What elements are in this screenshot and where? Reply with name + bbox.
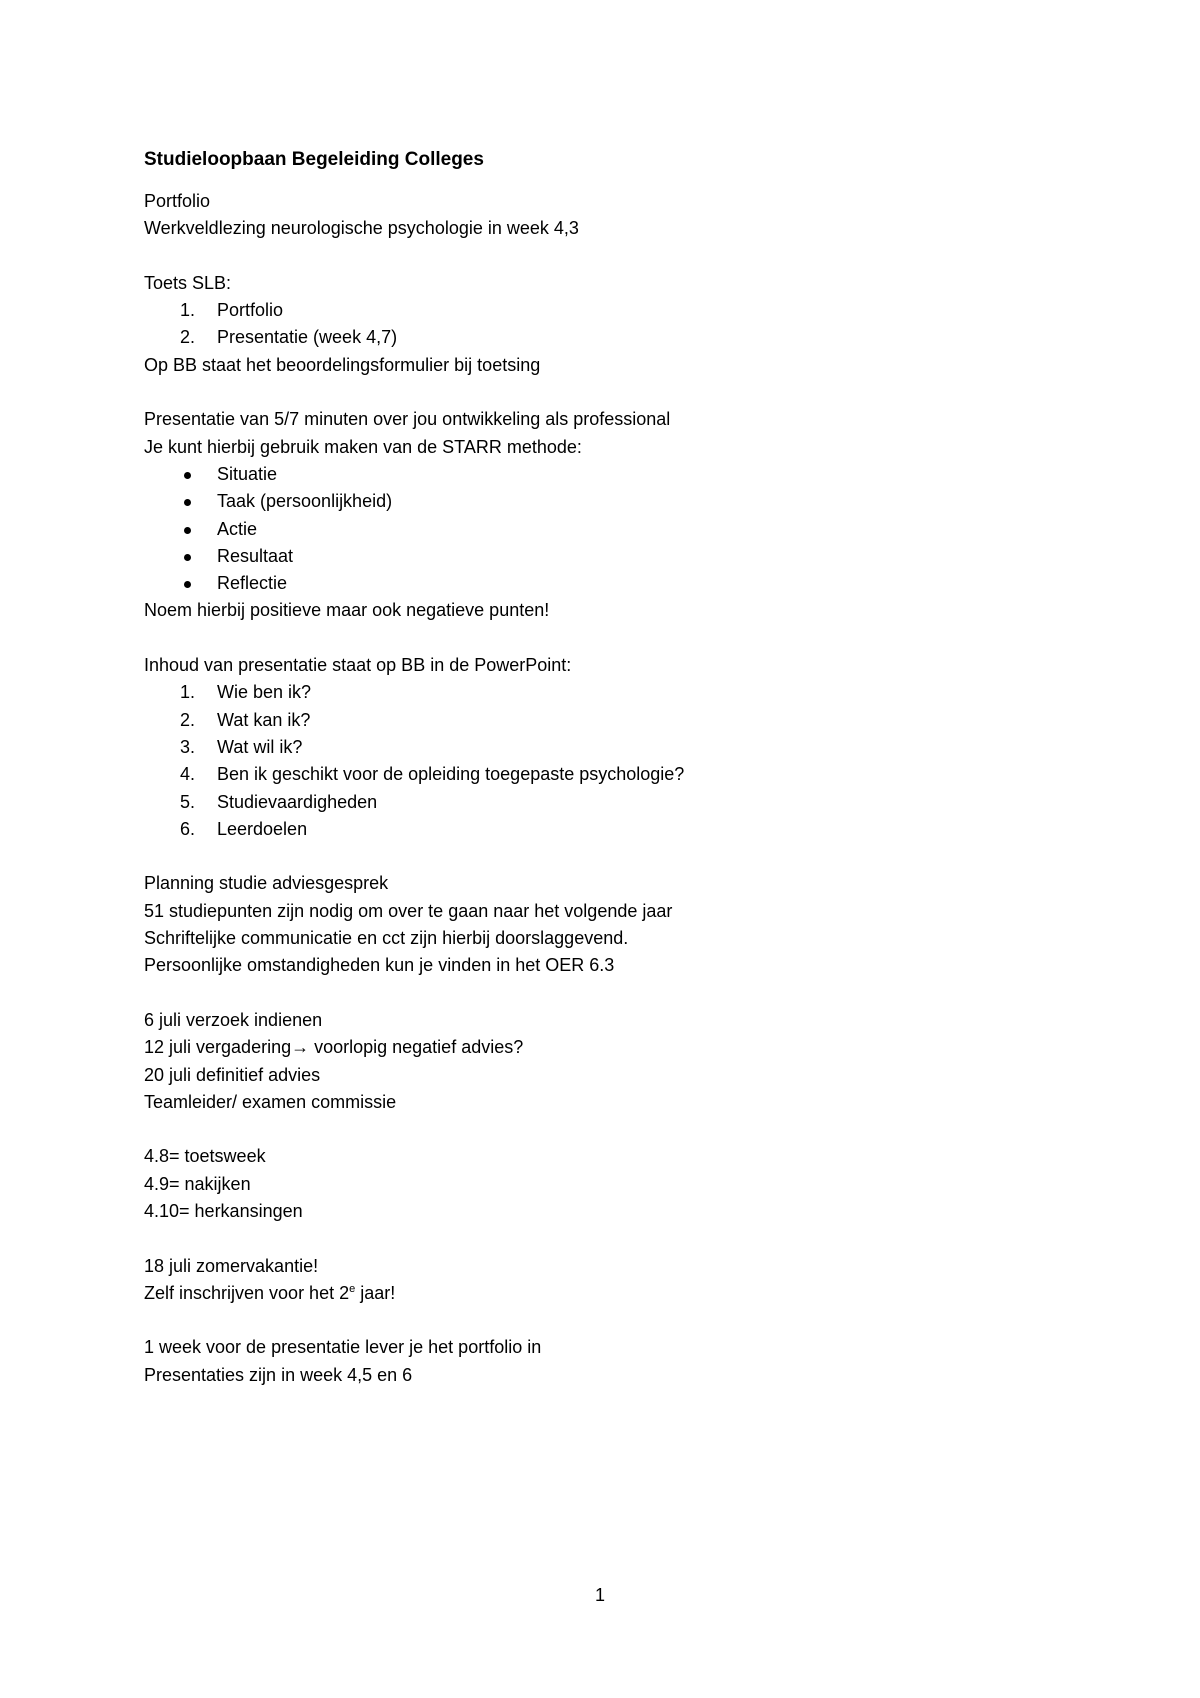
week-line: 4.9= nakijken bbox=[144, 1173, 251, 1194]
list-number: 2. bbox=[180, 327, 196, 348]
list-item bbox=[144, 734, 1064, 761]
spacer bbox=[144, 625, 1064, 652]
list-item-text: Ben ik geschikt voor de opleiding toegepaste psychologie? bbox=[217, 764, 685, 785]
spacer bbox=[144, 1307, 1064, 1334]
list-item bbox=[144, 789, 1064, 816]
bullet-icon bbox=[184, 581, 191, 588]
list-item bbox=[144, 297, 1064, 324]
list-item-text: Reflectie bbox=[217, 573, 288, 594]
spacer bbox=[144, 980, 1064, 1007]
closing-line: Presentaties zijn in week 4,5 en 6 bbox=[144, 1364, 413, 1385]
page-number: 1 bbox=[594, 1585, 605, 1605]
list-item-text: Leerdoelen bbox=[217, 818, 308, 839]
list-item bbox=[144, 570, 1064, 597]
date-line: Teamleider/ examen commissie bbox=[144, 1091, 397, 1112]
spacer bbox=[144, 379, 1064, 406]
bullet-icon bbox=[184, 472, 191, 479]
document-body bbox=[144, 146, 1064, 1389]
list-item-text: Wat wil ik? bbox=[217, 736, 303, 757]
presentatie-note: Noem hierbij positieve maar ook negatieve punten! bbox=[144, 600, 550, 621]
list-item-text: Situatie bbox=[217, 463, 278, 484]
zomer-line: 18 juli zomervakantie! bbox=[144, 1255, 319, 1276]
planning-line: 51 studiepunten zijn nodig om over te gaan naar het volgende jaar bbox=[144, 900, 673, 921]
toets-list bbox=[144, 297, 1064, 352]
presentatie-line-1: Presentatie van 5/7 minuten over jou ontwikkeling als professional bbox=[144, 409, 671, 430]
date-line: 12 juli vergadering→ voorlopig negatief advies? bbox=[144, 1037, 524, 1058]
toets-note: Op BB staat het beoordelingsformulier bij toetsing bbox=[144, 354, 541, 375]
list-item bbox=[144, 816, 1064, 843]
spacer bbox=[144, 1116, 1064, 1143]
list-item bbox=[144, 679, 1064, 706]
list-item-text: Resultaat bbox=[217, 545, 294, 566]
spacer bbox=[144, 1225, 1064, 1252]
inhoud-list bbox=[144, 679, 1064, 843]
list-number: 5. bbox=[180, 791, 196, 812]
presentatie-line-2: Je kunt hierbij gebruik maken van de STARR methode: bbox=[144, 436, 582, 457]
planning-heading: Planning studie adviesgesprek bbox=[144, 873, 389, 894]
werkveld-line: Werkveldlezing neurologische psychologie in week 4,3 bbox=[144, 218, 579, 239]
list-item-text: Portfolio bbox=[217, 300, 284, 321]
spacer bbox=[144, 243, 1064, 270]
list-item bbox=[144, 488, 1064, 515]
list-item-text: Actie bbox=[217, 518, 258, 539]
week-line: 4.8= toetsweek bbox=[144, 1146, 266, 1167]
list-number: 2. bbox=[180, 709, 196, 730]
list-item bbox=[144, 516, 1064, 543]
document-title: Studieloopbaan Begeleiding Colleges bbox=[144, 149, 484, 170]
list-item-text: Studievaardigheden bbox=[217, 791, 378, 812]
portfolio-heading: Portfolio bbox=[144, 191, 211, 211]
bullet-icon bbox=[184, 499, 191, 506]
bullet-icon bbox=[184, 527, 191, 534]
spacer bbox=[144, 843, 1064, 870]
inschrijven-text: Zelf inschrijven voor het 2 bbox=[144, 1282, 350, 1303]
inhoud-heading: Inhoud van presentatie staat op BB in de PowerPoint: bbox=[144, 655, 572, 676]
list-item bbox=[144, 707, 1064, 734]
list-item bbox=[144, 461, 1064, 488]
closing-line: 1 week voor de presentatie lever je het portfolio in bbox=[144, 1337, 542, 1358]
starr-list bbox=[144, 461, 1064, 597]
week-line: 4.10= herkansingen bbox=[144, 1200, 303, 1221]
list-number: 3. bbox=[180, 736, 196, 757]
list-item bbox=[144, 761, 1064, 788]
list-number: 6. bbox=[180, 818, 196, 839]
list-item-text: Presentatie (week 4,7) bbox=[217, 327, 398, 348]
list-item-text: Wie ben ik? bbox=[217, 682, 312, 703]
list-item bbox=[144, 543, 1064, 570]
list-number: 4. bbox=[180, 764, 196, 785]
date-line: 20 juli definitief advies bbox=[144, 1064, 321, 1085]
list-item-text: Taak (persoonlijkheid) bbox=[217, 491, 393, 512]
superscript: e bbox=[349, 1282, 356, 1295]
date-line: 6 juli verzoek indienen bbox=[144, 1009, 323, 1030]
planning-line: Schriftelijke communicatie en cct zijn hierbij doorslaggevend. bbox=[144, 928, 629, 949]
inschrijven-line bbox=[144, 1280, 1064, 1307]
bullet-icon bbox=[184, 554, 191, 561]
list-item bbox=[144, 324, 1064, 351]
list-number: 1. bbox=[180, 300, 196, 321]
toets-heading: Toets SLB: bbox=[144, 272, 232, 293]
planning-line: Persoonlijke omstandigheden kun je vinden in het OER 6.3 bbox=[144, 955, 615, 976]
list-number: 1. bbox=[180, 682, 196, 703]
list-item-text: Wat kan ik? bbox=[217, 709, 311, 730]
inschrijven-text-end: jaar! bbox=[355, 1282, 396, 1303]
